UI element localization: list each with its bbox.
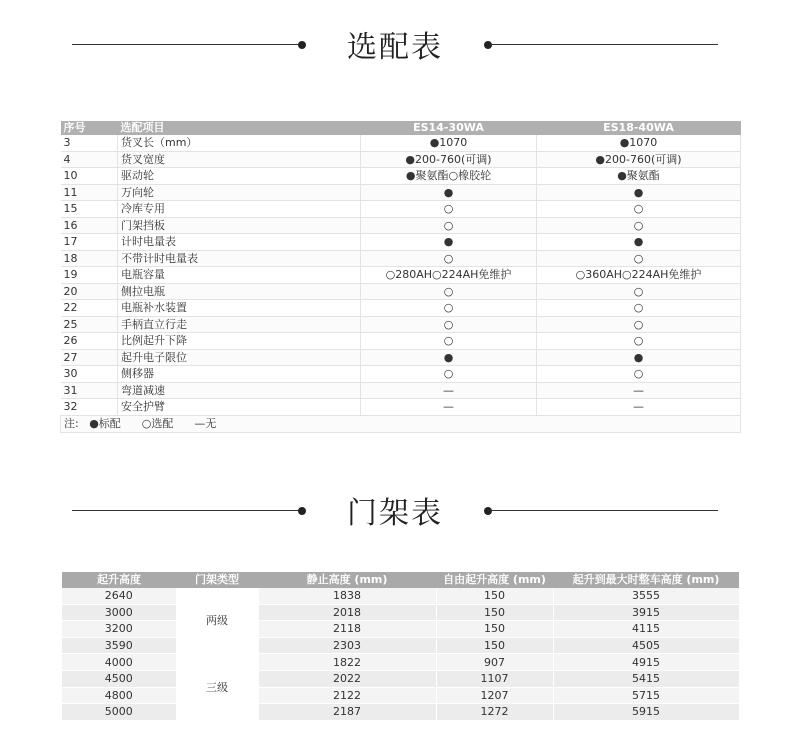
row-lift-height: 4800 — [62, 687, 176, 704]
row-item: 侧拉电瓶 — [118, 283, 361, 300]
row-es18-value: ○ — [537, 250, 741, 267]
row-es18-value: ○ — [537, 300, 741, 317]
row-item: 计时电量表 — [118, 234, 361, 251]
header-divider-right — [490, 44, 718, 45]
row-es14-value: ○ — [361, 250, 537, 267]
options-title: 选配表 — [347, 30, 443, 65]
col-header-es18: ES18-40WA — [537, 121, 741, 135]
row-mast-type: 三级 — [176, 654, 258, 720]
row-es18-value: ○ — [537, 366, 741, 383]
row-free-lift: 1207 — [436, 687, 553, 704]
mast-table-body — [62, 588, 739, 720]
row-max-height: 4505 — [553, 637, 739, 654]
row-static-height: 1838 — [258, 588, 436, 604]
table-row — [61, 151, 741, 168]
row-index: 25 — [61, 316, 118, 333]
row-item: 安全护臂 — [118, 399, 361, 416]
row-item: 电瓶补水装置 — [118, 300, 361, 317]
options-table-body — [61, 135, 741, 432]
row-static-height: 2118 — [258, 621, 436, 638]
row-index: 32 — [61, 399, 118, 416]
row-es18-value: ●200-760(可调) — [537, 151, 741, 168]
table-row — [62, 704, 739, 721]
row-es18-value: ○ — [537, 283, 741, 300]
row-item: 起升电子限位 — [118, 349, 361, 366]
row-item: 货叉长（mm） — [118, 135, 361, 151]
row-es18-value: — — [537, 399, 741, 416]
row-index: 10 — [61, 168, 118, 185]
mast-section-header — [0, 480, 790, 540]
row-lift-height: 3200 — [62, 621, 176, 638]
legend-row — [61, 415, 741, 432]
options-header-row — [61, 121, 741, 135]
row-item: 手柄直立行走 — [118, 316, 361, 333]
table-row — [62, 604, 739, 621]
col-header-lift-height: 起升高度 — [62, 572, 176, 588]
row-index: 20 — [61, 283, 118, 300]
row-index: 22 — [61, 300, 118, 317]
row-index: 27 — [61, 349, 118, 366]
row-max-height: 5415 — [553, 670, 739, 687]
legend-note: 注: ●标配 ○选配 —无 — [61, 415, 741, 432]
col-header-es14: ES14-30WA — [361, 121, 537, 135]
table-row — [62, 637, 739, 654]
row-free-lift: 1107 — [436, 670, 553, 687]
row-item: 驱动轮 — [118, 168, 361, 185]
row-item: 冷库专用 — [118, 201, 361, 218]
mast-header-row — [62, 572, 739, 588]
mast-title: 门架表 — [347, 496, 443, 531]
table-row — [62, 588, 739, 604]
table-row — [62, 621, 739, 638]
row-es14-value: ● — [361, 184, 537, 201]
row-free-lift: 150 — [436, 604, 553, 621]
row-es18-value: ● — [537, 234, 741, 251]
row-es18-value: ● — [537, 184, 741, 201]
row-lift-height: 5000 — [62, 704, 176, 721]
table-row — [61, 184, 741, 201]
table-row — [62, 670, 739, 687]
row-es14-value: ● — [361, 234, 537, 251]
row-item: 侧移器 — [118, 366, 361, 383]
row-index: 26 — [61, 333, 118, 350]
row-index: 3 — [61, 135, 118, 151]
row-item: 弯道减速 — [118, 382, 361, 399]
table-row — [62, 687, 739, 704]
row-max-height: 5715 — [553, 687, 739, 704]
row-free-lift: 1272 — [436, 704, 553, 721]
row-es14-value: ○ — [361, 300, 537, 317]
col-header-static-height: 静止高度 (mm) — [258, 572, 436, 588]
row-es18-value: ○360AH○224AH免维护 — [537, 267, 741, 284]
row-es18-value: ● — [537, 349, 741, 366]
row-lift-height: 2640 — [62, 588, 176, 604]
row-es14-value: ●聚氨酯○橡胶轮 — [361, 168, 537, 185]
table-row — [62, 654, 739, 671]
row-item: 不带计时电量表 — [118, 250, 361, 267]
row-index: 16 — [61, 217, 118, 234]
row-mast-type: 两级 — [176, 588, 258, 654]
col-header-item: 选配项目 — [118, 121, 361, 135]
table-row — [61, 283, 741, 300]
col-header-free-lift: 自由起升高度 (mm) — [436, 572, 553, 588]
table-row — [61, 382, 741, 399]
table-row — [61, 316, 741, 333]
row-max-height: 4915 — [553, 654, 739, 671]
row-max-height: 4115 — [553, 621, 739, 638]
row-item: 比例起升下降 — [118, 333, 361, 350]
row-es18-value: — — [537, 382, 741, 399]
table-row — [61, 366, 741, 383]
row-es14-value: ○ — [361, 316, 537, 333]
row-es14-value: ●200-760(可调) — [361, 151, 537, 168]
mast-table — [62, 572, 740, 721]
row-item: 货叉宽度 — [118, 151, 361, 168]
row-index: 11 — [61, 184, 118, 201]
col-header-max-height: 起升到最大时整车高度 (mm) — [553, 572, 739, 588]
options-table — [60, 121, 741, 433]
row-es18-value: ○ — [537, 201, 741, 218]
row-es18-value: ○ — [537, 316, 741, 333]
row-max-height: 3915 — [553, 604, 739, 621]
row-es14-value: ● — [361, 349, 537, 366]
row-max-height: 5915 — [553, 704, 739, 721]
row-index: 19 — [61, 267, 118, 284]
row-es14-value: ●1070 — [361, 135, 537, 151]
row-lift-height: 3590 — [62, 637, 176, 654]
header-divider-right — [490, 510, 718, 511]
table-row — [61, 349, 741, 366]
row-max-height: 3555 — [553, 588, 739, 604]
table-row — [61, 135, 741, 151]
row-es14-value: ○ — [361, 217, 537, 234]
row-lift-height: 4500 — [62, 670, 176, 687]
row-item: 门架挡板 — [118, 217, 361, 234]
row-item: 电瓶容量 — [118, 267, 361, 284]
options-section-header — [0, 14, 790, 74]
row-static-height: 2022 — [258, 670, 436, 687]
row-es14-value: ○ — [361, 201, 537, 218]
row-index: 30 — [61, 366, 118, 383]
row-static-height: 2018 — [258, 604, 436, 621]
row-static-height: 1822 — [258, 654, 436, 671]
row-es14-value: ○ — [361, 283, 537, 300]
table-row — [61, 267, 741, 284]
row-es18-value: ○ — [537, 333, 741, 350]
row-free-lift: 150 — [436, 637, 553, 654]
table-row — [61, 250, 741, 267]
row-es14-value: ○280AH○224AH免维护 — [361, 267, 537, 284]
table-row — [61, 201, 741, 218]
row-es14-value: — — [361, 382, 537, 399]
table-row — [61, 333, 741, 350]
row-static-height: 2187 — [258, 704, 436, 721]
table-row — [61, 168, 741, 185]
row-es18-value: ●1070 — [537, 135, 741, 151]
row-lift-height: 3000 — [62, 604, 176, 621]
row-free-lift: 907 — [436, 654, 553, 671]
table-row — [61, 234, 741, 251]
row-lift-height: 4000 — [62, 654, 176, 671]
row-index: 15 — [61, 201, 118, 218]
row-free-lift: 150 — [436, 588, 553, 604]
row-es18-value: ○ — [537, 217, 741, 234]
col-header-index: 序号 — [61, 121, 118, 135]
row-free-lift: 150 — [436, 621, 553, 638]
row-es14-value: ○ — [361, 366, 537, 383]
row-index: 31 — [61, 382, 118, 399]
row-index: 18 — [61, 250, 118, 267]
row-static-height: 2303 — [258, 637, 436, 654]
row-index: 4 — [61, 151, 118, 168]
row-es14-value: ○ — [361, 333, 537, 350]
row-index: 17 — [61, 234, 118, 251]
row-es18-value: ●聚氨酯 — [537, 168, 741, 185]
row-es14-value: — — [361, 399, 537, 416]
table-row — [61, 399, 741, 416]
row-item: 万向轮 — [118, 184, 361, 201]
table-row — [61, 300, 741, 317]
table-row — [61, 217, 741, 234]
row-static-height: 2122 — [258, 687, 436, 704]
col-header-mast-type: 门架类型 — [176, 572, 258, 588]
